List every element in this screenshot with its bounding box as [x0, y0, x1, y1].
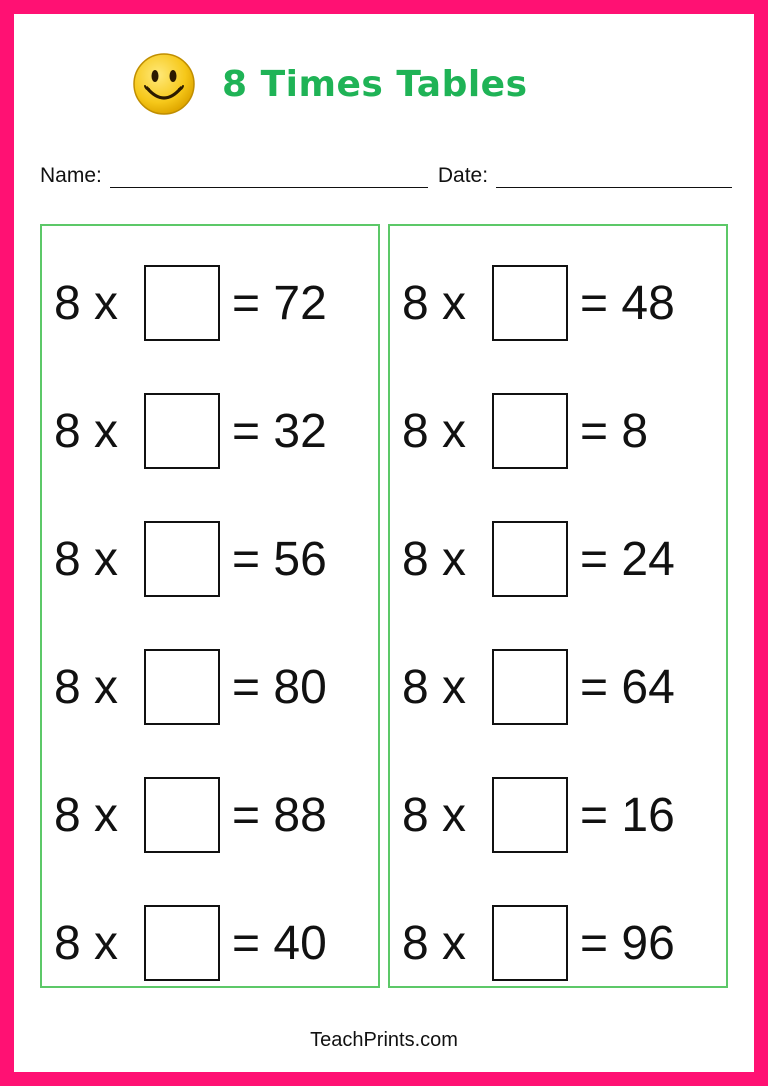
answer-box[interactable]: [492, 265, 568, 341]
problem-result: = 24: [580, 532, 675, 586]
problem-row: [42, 774, 327, 856]
problem-result: = 32: [232, 404, 327, 458]
problem-row: [42, 262, 327, 344]
name-label: Name:: [40, 164, 102, 187]
problem-result: = 88: [232, 788, 327, 842]
problem-result: = 8: [580, 404, 649, 458]
answer-box[interactable]: [144, 649, 220, 725]
problem-factor: 8 x: [54, 788, 119, 842]
problem-result: = 64: [580, 660, 675, 714]
problem-row: [390, 262, 675, 344]
problem-result: = 16: [580, 788, 675, 842]
problem-row: [390, 902, 675, 984]
page-title: 8 Times Tables: [222, 63, 528, 105]
answer-box[interactable]: [492, 649, 568, 725]
problem-panel-left: [40, 224, 380, 988]
header: [132, 52, 528, 116]
answer-box[interactable]: [492, 905, 568, 981]
problem-result: = 56: [232, 532, 327, 586]
answer-box[interactable]: [492, 393, 568, 469]
problem-row: [42, 390, 327, 472]
answer-box[interactable]: [144, 393, 220, 469]
problem-factor: 8 x: [54, 660, 119, 714]
name-field[interactable]: [110, 165, 428, 188]
problem-row: [42, 902, 327, 984]
problem-factor: 8 x: [54, 916, 119, 970]
problem-result: = 96: [580, 916, 675, 970]
answer-box[interactable]: [492, 777, 568, 853]
problem-row: [42, 646, 327, 728]
answer-box[interactable]: [492, 521, 568, 597]
problem-result: = 80: [232, 660, 327, 714]
date-field[interactable]: [496, 165, 732, 188]
problem-row: [390, 390, 648, 472]
answer-box[interactable]: [144, 777, 220, 853]
answer-box[interactable]: [144, 905, 220, 981]
problem-factor: 8 x: [402, 404, 467, 458]
problem-row: [42, 518, 327, 600]
problem-factor: 8 x: [402, 532, 467, 586]
problem-factor: 8 x: [54, 404, 119, 458]
problem-result: = 48: [580, 276, 675, 330]
footer-site-name: TeachPrints.com: [310, 1029, 458, 1051]
problem-row: [390, 518, 675, 600]
problem-factor: 8 x: [402, 660, 467, 714]
problem-result: = 72: [232, 276, 327, 330]
student-info-fields: [40, 164, 732, 188]
problem-factor: 8 x: [54, 532, 119, 586]
date-label: Date:: [437, 164, 489, 187]
smiley-face-icon: [132, 52, 196, 116]
problem-factor: 8 x: [54, 276, 119, 330]
problem-row: [390, 774, 675, 856]
problem-result: = 40: [232, 916, 327, 970]
answer-box[interactable]: [144, 521, 220, 597]
problem-factor: 8 x: [402, 276, 467, 330]
problem-factor: 8 x: [402, 916, 467, 970]
problem-row: [390, 646, 675, 728]
problem-panel-right: [388, 224, 728, 988]
problem-factor: 8 x: [402, 788, 467, 842]
answer-box[interactable]: [144, 265, 220, 341]
